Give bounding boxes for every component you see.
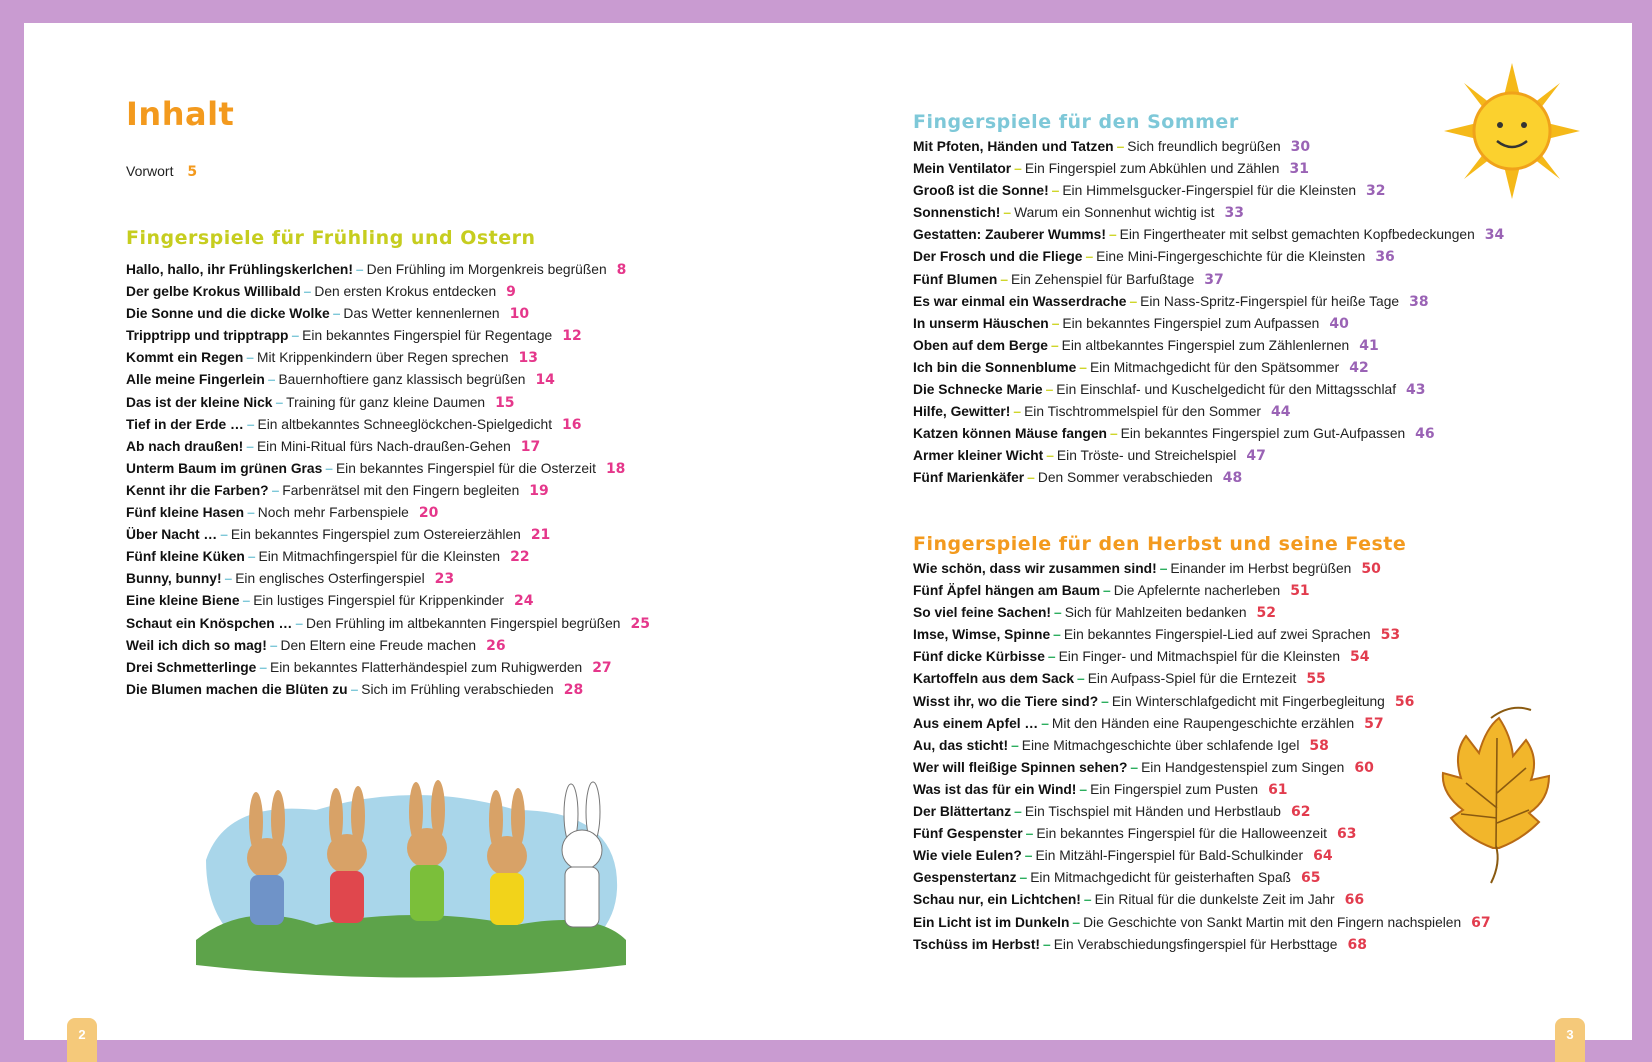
entry-page-number: 31 [1289,161,1309,178]
bunny-icon [562,782,602,927]
entry-page-number: 40 [1329,315,1349,332]
entry-title: Gespenstertanz [913,870,1017,886]
toc-entry[interactable] [126,590,650,612]
toc-entry[interactable] [913,735,1491,757]
toc-entry[interactable] [913,602,1491,624]
toc-entry[interactable] [126,635,650,657]
entry-separator: – [325,460,333,476]
entry-separator: – [1116,139,1125,154]
entry-description: Ein Aufpass-Spiel für die Erntezeit [1087,671,1297,687]
entry-description: Den Frühling im Morgenkreis begrüßen [366,262,607,277]
entry-separator: – [1019,870,1028,886]
entry-page-number: 27 [592,659,612,676]
entry-description: Noch mehr Farbenspiele [257,505,409,521]
entry-description: Ein bekanntes Fingerspiel zum Ostereierzählen [230,527,521,543]
entry-description: Ein Nass-Spritz-Fingerspiel für heiße Tage [1140,293,1400,309]
entry-title: Unterm Baum im grünen Gras [126,460,323,476]
entry-page-number: 46 [1415,426,1435,443]
entry-title: Grooß ist die Sonne! [913,183,1049,199]
entry-title: Fünf Äpfel hängen am Baum [913,583,1101,599]
entry-separator: – [295,615,304,631]
entry-separator: – [355,262,364,277]
entry-separator: – [1130,759,1139,775]
entry-title: Ab nach draußen! [126,438,244,454]
toc-entry[interactable] [913,558,1491,580]
entry-description: Ein altbekanntes Schneeglöckchen-Spielgedicht [257,416,553,432]
entry-separator: – [1159,561,1168,576]
entry-description: Mit Krippenkindern über Regen sprechen [256,350,509,366]
vorwort-label: Vorwort [126,163,174,179]
entry-page-number: 12 [562,328,582,345]
entry-page-number: 53 [1380,627,1401,644]
toc-entry[interactable] [126,657,650,679]
entry-page-number: 55 [1306,671,1326,688]
entry-title: Wer will fleißige Spinnen sehen? [913,759,1128,775]
entry-description: Die Geschichte von Sankt Martin mit den Fingern nachspielen [1083,914,1462,930]
entry-page-number: 60 [1354,759,1374,776]
entry-description: Ein bekanntes Flatterhändespiel zum Ruhigwerden [270,659,583,675]
entry-page-number: 30 [1290,139,1311,155]
toc-entry[interactable] [913,801,1491,823]
entry-separator: – [269,637,278,653]
entry-separator: – [247,505,255,521]
entry-page-number: 41 [1359,337,1379,354]
entry-page-number: 64 [1313,848,1333,865]
entry-page-number: 56 [1394,693,1415,710]
toc-entry[interactable] [126,502,650,524]
entry-description: Ein Fingerspiel zum Pusten [1090,781,1259,797]
entry-page-number: 14 [535,372,555,389]
toc-entry[interactable] [913,136,1504,158]
entry-description: Ein bekanntes Fingerspiel für die Osterzeit [335,460,596,476]
entry-page-number: 32 [1366,183,1386,200]
entry-description: Ein Ritual für die dunkelste Zeit im Jahr [1094,892,1335,908]
entry-description: Ein Tröste- und Streichelspiel [1056,448,1237,464]
entry-title: Über Nacht … [126,527,218,543]
toc-entry[interactable] [913,889,1491,911]
entry-title: Ein Licht ist im Dunkeln [913,914,1070,930]
entry-title: Mit Pfoten, Händen und Tatzen [913,139,1114,154]
entry-title: Fünf kleine Hasen [126,505,245,521]
entry-separator: – [1101,693,1109,709]
toc-entry[interactable] [913,934,1491,956]
entry-title: Hallo, hallo, ihr Frühlingskerlchen! [126,262,353,277]
entry-title: Ich bin die Sonnenblume [913,359,1077,375]
entry-separator: – [246,438,254,454]
entry-separator: – [275,394,284,410]
toc-entry[interactable] [126,480,650,502]
entry-separator: – [1085,249,1094,265]
entry-page-number: 22 [510,549,530,566]
entry-description: Ein Verabschiedungsfingerspiel für Herbsttage [1053,936,1338,952]
entry-separator: – [1046,448,1054,464]
entry-description: Mit den Händen eine Raupengeschichte erzählen [1051,715,1355,731]
entry-description: Den ersten Krokus entdecken [314,284,497,300]
entry-description: Ein Mitmachgedicht für geisterhaften Spaß [1030,870,1291,886]
entry-title: Weil ich dich so mag! [126,637,267,653]
entry-title: Der Blättertanz [913,804,1012,820]
toc-entry[interactable] [126,458,650,480]
entry-title: Sonnenstich! [913,205,1001,221]
toc-entry[interactable] [913,202,1504,224]
entry-title: Au, das sticht! [913,737,1009,753]
toc-entry[interactable] [913,224,1504,246]
entry-title: Wie viele Eulen? [913,848,1022,864]
entry-description: Ein altbekanntes Fingerspiel zum Zählenlernen [1061,337,1350,353]
entry-title: Mein Ventilator [913,161,1012,177]
toc-entry[interactable] [126,546,650,568]
entry-title: Der gelbe Krokus Willibald [126,284,301,300]
entry-description: Ein Winterschlafgedicht mit Fingerbegleitung [1111,693,1385,709]
entry-title: Fünf Marienkäfer [913,470,1025,486]
entry-description: Bauernhoftiere ganz klassisch begrüßen [278,372,526,388]
entry-title: Was ist das für ein Wind! [913,781,1077,797]
entry-separator: – [1003,205,1012,221]
toc-entry[interactable] [913,467,1504,489]
entry-title: Die Schnecke Marie [913,382,1043,398]
entry-description: Ein Mitzähl-Fingerspiel für Bald-Schulkinder [1035,848,1304,864]
entry-separator: – [1024,848,1033,864]
entry-separator: – [1027,470,1035,486]
toc-entry[interactable] [913,845,1491,867]
entry-separator: – [1043,936,1051,952]
toc-list-spring [126,259,650,701]
entry-description: Farbenrätsel mit den Fingern begleiten [282,482,520,498]
toc-entry[interactable] [913,779,1491,801]
entry-description: Eine Mini-Fingergeschichte für die Kleinsten [1096,249,1366,265]
entry-separator: – [332,306,341,322]
toc-entry[interactable] [913,423,1504,445]
toc-list-autumn [913,558,1491,956]
entry-title: Kennt ihr die Farben? [126,482,269,498]
entry-separator: – [1011,737,1019,753]
entry-page-number: 28 [563,681,584,698]
entry-title: Wisst ihr, wo die Tiere sind? [913,693,1099,709]
bunnies-illustration [186,740,636,980]
toc-entry[interactable] [913,401,1504,423]
entry-separator: – [1045,382,1054,398]
entry-separator: – [247,549,256,565]
toc-entry[interactable] [126,613,650,635]
entry-separator: – [291,328,300,344]
entry-page-number: 54 [1350,649,1370,666]
entry-separator: – [1077,671,1085,687]
entry-separator: – [246,350,254,366]
toc-entry[interactable] [126,369,650,391]
entry-title: Katzen können Mäuse fangen [913,426,1107,442]
entry-separator: – [1109,426,1118,442]
entry-title: Fünf Blumen [913,271,998,287]
entry-page-number: 16 [562,416,582,433]
section-title-autumn: Fingerspiele für den Herbst und seine Feste [913,533,1407,555]
entry-description: Ein lustiges Fingerspiel für Krippenkinder [253,593,504,609]
entry-page-number: 61 [1268,781,1288,798]
entry-separator: – [1051,183,1060,199]
entry-title: Tief in der Erde … [126,416,244,432]
entry-separator: – [1054,605,1062,621]
entry-description: Ein Tischtrommelspiel für den Sommer [1024,404,1261,420]
entry-page-number: 48 [1222,470,1243,487]
entry-description: Die Apfelernte nacherleben [1113,583,1281,599]
entry-description: Ein bekanntes Fingerspiel zum Aufpassen [1062,315,1320,331]
entry-page-number: 17 [520,438,541,455]
entry-description: Eine Mitmachgeschichte über schlafende Igel [1021,737,1300,753]
toc-list-summer [913,136,1504,490]
entry-description: Ein Fingerspiel zum Abkühlen und Zählen [1024,161,1280,177]
entry-title: Das ist der kleine Nick [126,394,273,410]
entry-page-number: 20 [418,505,439,522]
toc-entry[interactable] [913,269,1504,291]
entry-page-number: 10 [509,306,530,323]
entry-separator: – [1103,583,1111,599]
page-number-right: 3 [1555,1018,1585,1062]
entry-page-number: 33 [1224,205,1244,222]
entry-title: Schaut ein Knöspchen … [126,615,293,631]
entry-separator: – [1053,627,1061,643]
toc-entry[interactable] [913,335,1504,357]
entry-page-number: 26 [486,637,506,654]
page-number-left: 2 [67,1018,97,1062]
entry-page-number: 34 [1484,227,1505,244]
toc-entry[interactable] [913,668,1491,690]
entry-page-number: 36 [1375,249,1395,266]
entry-description: Ein Mini-Ritual fürs Nach-draußen-Gehen [256,438,511,454]
entry-title: Armer kleiner Wicht [913,448,1044,464]
entry-separator: – [1025,826,1034,842]
entry-description: Ein Zehenspiel für Barfußtage [1011,271,1195,287]
entry-separator: – [303,284,312,300]
entry-title: Der Frosch und die Fliege [913,249,1083,265]
entry-description: Den Frühling im altbekannten Fingerspiel begrüßen [306,615,621,631]
entry-description: Ein bekanntes Fingerspiel für Regentage [302,328,553,344]
toc-entry[interactable] [913,912,1491,934]
entry-separator: – [350,681,359,697]
entry-description: Einander im Herbst begrüßen [1170,561,1352,576]
entry-page-number: 62 [1290,804,1311,821]
entry-page-number: 67 [1471,914,1491,931]
entry-page-number: 15 [495,394,515,411]
entry-description: Das Wetter kennenlernen [343,306,500,322]
page-title: Inhalt [126,95,235,133]
entry-page-number: 9 [506,284,516,301]
entry-title: Gestatten: Zauberer Wumms! [913,227,1106,243]
toc-entry[interactable] [126,436,650,458]
entry-separator: – [1108,227,1117,243]
toc-entry[interactable] [126,281,650,303]
entry-separator: – [1083,892,1092,908]
toc-entry[interactable] [913,823,1491,845]
entry-separator: – [1050,337,1059,353]
section-title-summer: Fingerspiele für den Sommer [913,111,1239,133]
toc-entry[interactable] [913,713,1491,735]
toc-entry[interactable] [126,259,650,281]
entry-page-number: 51 [1290,583,1310,600]
entry-title: In unserm Häuschen [913,315,1049,331]
entry-title: Schau nur, ein Lichtchen! [913,892,1081,908]
entry-separator: – [1072,914,1081,930]
toc-entry[interactable] [913,757,1491,779]
entry-separator: – [246,416,255,432]
toc-entry[interactable] [126,568,650,590]
entry-description: Ein Mitmachfingerspiel für die Kleinsten [258,549,501,565]
toc-entry[interactable] [913,379,1504,401]
entry-page-number: 65 [1300,870,1321,887]
entry-title: Fünf dicke Kürbisse [913,649,1045,665]
entry-title: Fünf Gespenster [913,826,1023,842]
entry-title: Wie schön, dass wir zusammen sind! [913,561,1157,576]
entry-page-number: 23 [434,571,455,588]
entry-title: Bunny, bunny! [126,571,222,587]
entry-page-number: 13 [518,350,539,367]
entry-separator: – [242,593,251,609]
entry-title: Kartoffeln aus dem Sack [913,671,1075,687]
toc-entry[interactable] [126,679,650,701]
entry-separator: – [1014,161,1022,177]
entry-page-number: 44 [1271,404,1291,421]
book-spread [24,23,1632,1040]
entry-separator: – [224,571,233,587]
toc-entry[interactable] [126,325,650,347]
entry-page-number: 57 [1364,715,1384,732]
sun-icon [1442,61,1582,201]
entry-separator: – [267,372,276,388]
entry-description: Ein Tischspiel mit Händen und Herbstlaub [1024,804,1281,820]
entry-page-number: 63 [1337,826,1357,843]
entry-page-number: 68 [1347,936,1367,953]
entry-title: Alle meine Fingerlein [126,372,265,388]
entry-description: Ein englisches Osterfingerspiel [235,571,425,587]
entry-separator: – [1129,293,1138,309]
entry-title: Drei Schmetterlinge [126,659,257,675]
toc-entry[interactable] [913,246,1504,268]
entry-page-number: 47 [1246,448,1266,465]
toc-entry[interactable] [913,313,1504,335]
entry-description: Sich freundlich begrüßen [1127,139,1281,154]
vorwort-page: 5 [187,164,198,180]
toc-entry[interactable] [913,691,1491,713]
entry-page-number: 21 [530,527,551,544]
section-title-spring: Fingerspiele für Frühling und Ostern [126,227,536,249]
entry-separator: – [1051,315,1060,331]
entry-description: Ein bekanntes Fingerspiel-Lied auf zwei Sprachen [1063,627,1371,643]
entry-description: Den Eltern eine Freude machen [280,637,477,653]
entry-page-number: 58 [1309,737,1329,754]
entry-page-number: 18 [605,460,626,477]
entry-description: Sich für Mahlzeiten bedanken [1064,605,1247,621]
entry-page-number: 37 [1204,271,1224,288]
entry-title: Fünf kleine Küken [126,549,245,565]
toc-entry[interactable] [126,303,650,325]
toc-entry[interactable] [913,445,1504,467]
entry-description: Ein Himmelsgucker-Fingerspiel für die Kleinsten [1062,183,1357,199]
toc-entry[interactable] [126,524,650,546]
entry-separator: – [220,527,228,543]
entry-description: Ein Finger- und Mitmachspiel für die Kleinsten [1058,649,1340,665]
entry-page-number: 24 [513,593,534,610]
entry-title: Tripptripp und tripptrapp [126,328,289,344]
entry-separator: – [1013,404,1022,420]
entry-description: Den Sommer verabschieden [1037,470,1213,486]
entry-title: Tschüss im Herbst! [913,936,1041,952]
entry-description: Ein Handgestenspiel zum Singen [1141,759,1345,775]
toc-entry[interactable] [913,180,1504,202]
entry-title: Imse, Wimse, Spinne [913,627,1051,643]
toc-entry[interactable] [913,158,1504,180]
entry-page-number: 8 [616,262,627,278]
entry-separator: – [1047,649,1056,665]
toc-entry[interactable] [913,624,1491,646]
entry-title: Eine kleine Biene [126,593,240,609]
entry-separator: – [1041,715,1049,731]
entry-page-number: 19 [529,482,549,499]
entry-title: Es war einmal ein Wasserdrache [913,293,1127,309]
entry-title: Oben auf dem Berge [913,337,1048,353]
entry-page-number: 50 [1361,561,1381,577]
entry-separator: – [1000,271,1008,287]
entry-title: Die Blumen machen die Blüten zu [126,681,348,697]
entry-title: Hilfe, Gewitter! [913,404,1011,420]
entry-page-number: 43 [1406,382,1426,399]
toc-entry[interactable] [913,291,1504,313]
entry-description: Sich im Frühling verabschieden [361,681,554,697]
entry-description: Ein Einschlaf- und Kuschelgedicht für den Mittagsschlaf [1056,382,1397,398]
vorwort-entry[interactable] [126,163,197,180]
entry-description: Ein Fingertheater mit selbst gemachten Kopfbedeckungen [1119,227,1475,243]
entry-description: Ein Mitmachgedicht für den Spätsommer [1089,359,1340,375]
toc-entry[interactable] [126,414,650,436]
bunny-icon [247,790,287,925]
entry-separator: – [1079,359,1087,375]
entry-page-number: 38 [1409,293,1429,310]
entry-title: Aus einem Apfel … [913,715,1039,731]
entry-description: Ein bekanntes Fingerspiel für die Halloweenzeit [1036,826,1327,842]
entry-title: So viel feine Sachen! [913,605,1052,621]
entry-separator: – [1014,804,1022,820]
toc-entry[interactable] [913,357,1504,379]
entry-description: Warum ein Sonnenhut wichtig ist [1014,205,1215,221]
toc-entry[interactable] [126,392,650,414]
entry-separator: – [271,482,280,498]
entry-page-number: 25 [630,615,650,632]
toc-entry[interactable] [913,867,1491,889]
entry-title: Die Sonne und die dicke Wolke [126,306,330,322]
toc-entry[interactable] [126,347,650,369]
entry-title: Kommt ein Regen [126,350,244,366]
entry-separator: – [259,659,268,675]
entry-description: Training für ganz kleine Daumen [286,394,486,410]
entry-page-number: 42 [1349,359,1369,376]
toc-entry[interactable] [913,646,1491,668]
entry-page-number: 52 [1256,605,1276,622]
entry-separator: – [1079,781,1088,797]
toc-entry[interactable] [913,580,1491,602]
entry-description: Ein bekanntes Fingerspiel zum Gut-Aufpassen [1120,426,1406,442]
entry-page-number: 66 [1344,892,1365,909]
leaf-icon [1431,698,1561,888]
